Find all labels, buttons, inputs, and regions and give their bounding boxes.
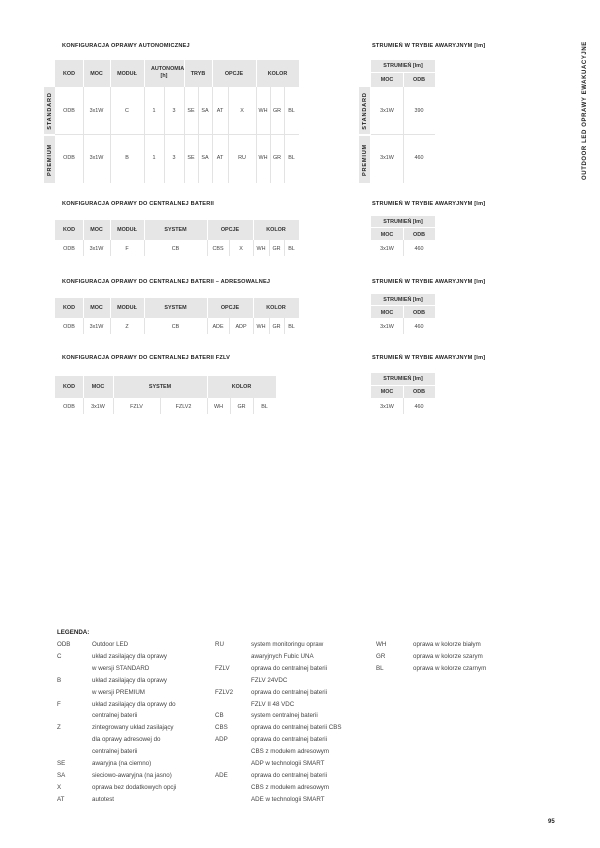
side-section-title: OUTDOOR LED OPRAWY EWAKUACYJNE <box>582 41 588 180</box>
legend-code: ODB <box>57 641 71 648</box>
legend-code: CBS <box>215 724 228 732</box>
legend-desc: układ zasilający dla oprawy <box>92 652 167 660</box>
cell-autonomous-r0-c1: 3x1W <box>89 108 104 114</box>
legend-desc: FZLV 24VDC <box>251 676 288 684</box>
body-divider <box>207 240 208 256</box>
lum-title-sec3: STRUMIEŃ W TRYBIE AWARYJNYM [lm] <box>372 279 486 285</box>
lum-col-odb-sec4: ODB <box>413 389 425 395</box>
lum-row-label-premium: PREMIUM <box>361 143 368 176</box>
legend-desc: układ zasilający dla oprawy <box>92 676 167 684</box>
body-divider <box>113 398 114 414</box>
row-label-premium: PREMIUM <box>46 143 53 176</box>
header-moc: MOC <box>90 71 103 77</box>
cell-sec4-c3: FZLV2 <box>175 404 192 410</box>
header-sec3-opcje: OPCJE <box>220 305 240 311</box>
cell-autonomous-r1-c11: BL <box>288 155 295 161</box>
cell-autonomous-r0-c8: X <box>240 108 244 114</box>
lum-row-divider <box>371 134 435 135</box>
cell-autonomous-r1-c3: 1 <box>152 155 156 161</box>
row-label-standard: STANDARD <box>46 91 53 130</box>
legend-desc: zintegrowany układ zasilający <box>92 724 174 732</box>
body-divider <box>110 318 111 334</box>
header-sec2-moc: MOC <box>90 227 103 233</box>
lum-col-odb-sec3: ODB <box>413 310 425 316</box>
body-divider <box>184 87 185 183</box>
body-divider <box>284 318 285 334</box>
cell-sec2-c2: F <box>125 246 129 252</box>
legend-desc: oprawa do centralnej baterii <box>251 736 328 744</box>
header-sec3-modul: MODUŁ <box>117 305 137 311</box>
cell-autonomous-r1-c10: GR <box>272 155 282 161</box>
cell-autonomous-r1-c6: SA <box>201 155 209 161</box>
cell-sec4-c5: GR <box>237 404 246 410</box>
legend-desc: CBS z modułem adresowym <box>251 748 330 756</box>
legend-desc: ADP w technologii SMART <box>251 760 325 767</box>
row-label-premium-box <box>44 136 55 183</box>
cell-autonomous-r1-c8: RU <box>238 155 246 161</box>
section-title-sec2: KONFIGURACJA OPRAWY DO CENTRALNEJ BATERII <box>62 201 214 207</box>
lum-cell-moc-sec4: 3x1W <box>380 404 394 410</box>
section-title-sec3: KONFIGURACJA OPRAWY DO CENTRALNEJ BATERII – ADRESOWALNEJ <box>62 279 271 285</box>
cell-sec4-c2: FZLV <box>130 404 143 410</box>
lum-body-divider <box>403 240 404 256</box>
cell-autonomous-r0-c2: C <box>125 108 129 114</box>
header-autonomia: AUTONOMIA [h] <box>151 66 185 79</box>
cell-autonomous-r0-c4: 3 <box>172 108 176 114</box>
cell-sec2-c3: CB <box>171 246 180 252</box>
legend-desc: oprawa do centralnej baterii CBS <box>251 724 342 732</box>
body-divider <box>144 318 145 334</box>
body-divider <box>83 398 84 414</box>
cell-sec2-c7: GR <box>272 246 281 252</box>
legend-code: ADE <box>215 771 228 779</box>
section-title-sec4: KONFIGURACJA OPRAWY DO CENTRALNEJ BATERII FZLV <box>62 355 231 361</box>
header-sec2-modul: MODUŁ <box>117 227 137 233</box>
lum-row-label-standard-box <box>359 87 370 134</box>
lum-col-odb-sec2: ODB <box>413 232 425 238</box>
header-sec3-kolor: KOLOR <box>266 305 286 311</box>
cell-autonomous-r0-c7: AT <box>216 108 224 114</box>
cell-autonomous-r0-c9: WH <box>258 108 268 114</box>
body-divider <box>207 398 208 414</box>
cell-autonomous-r1-c7: AT <box>216 155 224 161</box>
cell-sec2-c8: BL <box>288 246 295 252</box>
header-sec4-kolor: KOLOR <box>231 384 252 390</box>
cell-autonomous-r1-c4: 3 <box>172 155 176 161</box>
legend-code: SE <box>57 760 66 767</box>
legend-code: WH <box>376 641 387 648</box>
legend-title: LEGENDA: <box>57 629 90 636</box>
body-divider <box>269 318 270 334</box>
lum-head-sec4: STRUMIEŃ [lm] <box>383 376 423 382</box>
body-divider <box>83 240 84 256</box>
body-divider <box>198 87 199 183</box>
legend-code: B <box>57 676 62 684</box>
legend-desc: autotest <box>92 795 115 803</box>
cell-sec2-c6: WH <box>256 246 266 252</box>
legend-desc: awaryjnych Fubic UNA <box>251 652 314 660</box>
lum-col-moc: MOC <box>380 77 394 83</box>
legend-desc: centralnej baterii <box>92 712 138 720</box>
lum-header-divider <box>403 73 404 87</box>
header-sec2-kod: KOD <box>63 227 75 233</box>
lum-cell-r1-moc: 3x1W <box>380 155 394 161</box>
legend-desc: system monitoringu opraw <box>251 641 324 648</box>
lum-header-divider <box>403 306 404 318</box>
header-sec4-kod: KOD <box>63 384 75 390</box>
lum-header-divider <box>403 386 404 398</box>
cell-sec4-c0: ODB <box>63 404 75 410</box>
lum-header-divider <box>403 228 404 240</box>
header-sec2-opcje: OPCJE <box>220 227 240 233</box>
legend-desc: oprawa w kolorze białym <box>413 641 481 648</box>
lum-cell-odb-sec2: 460 <box>414 246 424 252</box>
legend-desc: oprawa do centralnej baterii <box>251 664 328 672</box>
legend-code: SA <box>57 771 66 779</box>
lum-cell-moc-sec2: 3x1W <box>380 246 394 252</box>
body-divider <box>110 240 111 256</box>
cell-sec3-c6: WH <box>256 324 266 330</box>
legend-desc: CBS z modułem adresowym <box>251 783 330 791</box>
legend-code: BL <box>376 664 384 672</box>
lum-col-moc-sec4: MOC <box>380 389 394 395</box>
legend-desc: ADE w technologii SMART <box>251 795 325 803</box>
lum-body-divider <box>403 87 404 183</box>
cell-autonomous-r0-c10: GR <box>272 108 282 114</box>
cell-autonomous-r1-c2: B <box>125 155 129 161</box>
lum-head-sec2: STRUMIEŃ [lm] <box>383 219 423 225</box>
cell-sec3-c8: BL <box>288 324 295 330</box>
header-opcje: OPCJE <box>224 71 244 77</box>
legend-code: C <box>57 652 62 660</box>
cell-autonomous-r0-c0: ODB <box>63 108 75 114</box>
lum-body-divider <box>403 398 404 414</box>
header-kolor: KOLOR <box>267 71 288 77</box>
cell-sec3-c1: 3x1W <box>89 324 104 330</box>
body-divider <box>110 87 111 183</box>
cell-sec3-c2: Z <box>125 324 129 330</box>
lum-cell-r0-odb: 390 <box>414 108 424 114</box>
cell-sec3-c4: ADE <box>212 324 224 330</box>
header-sec4-moc: MOC <box>91 384 105 390</box>
legend-desc: FZLV II 48 VDC <box>251 700 295 708</box>
legend-desc: układ zasilający dla oprawy do <box>92 700 176 708</box>
body-divider <box>270 87 271 183</box>
cell-autonomous-r0-c3: 1 <box>152 108 156 114</box>
legend-desc: centralnej baterii <box>92 748 138 756</box>
legend-code: Z <box>57 724 61 732</box>
lum-cell-r0-moc: 3x1W <box>380 108 394 114</box>
lum-row-label-premium-box <box>359 136 370 183</box>
legend-code: ADP <box>215 736 228 744</box>
body-divider <box>253 318 254 334</box>
header-sec3-system: SYSTEM <box>164 305 187 311</box>
cell-autonomous-r1-c1: 3x1W <box>89 155 104 161</box>
lum-col-moc-sec2: MOC <box>380 232 394 238</box>
header-kod: KOD <box>63 71 75 77</box>
legend-desc: w wersji STANDARD <box>92 664 150 672</box>
cell-sec4-c1: 3x1W <box>91 404 105 410</box>
legend-code: X <box>57 783 62 791</box>
lum-title-sec2: STRUMIEŃ W TRYBIE AWARYJNYM [lm] <box>372 201 486 207</box>
legend-desc: Outdoor LED <box>92 641 129 648</box>
body-divider <box>160 398 161 414</box>
legend-code: AT <box>57 795 65 803</box>
lum-cell-r1-odb: 460 <box>414 155 424 161</box>
body-divider <box>229 240 230 256</box>
lum-cell-odb-sec4: 460 <box>414 404 424 410</box>
body-divider <box>228 87 229 183</box>
lum-cell-moc-sec3: 3x1W <box>380 324 394 330</box>
body-divider <box>164 87 165 183</box>
legend-desc: oprawa bez dodatkowych opcji <box>92 783 177 791</box>
legend-code: RU <box>215 641 224 648</box>
header-sec4-system: SYSTEM <box>148 384 172 390</box>
body-divider <box>83 318 84 334</box>
row-label-standard-box <box>44 87 55 134</box>
cell-sec2-c1: 3x1W <box>89 246 104 252</box>
body-divider <box>284 240 285 256</box>
header-sec2-system: SYSTEM <box>164 227 187 233</box>
lum-title-sec4: STRUMIEŃ W TRYBIE AWARYJNYM [lm] <box>372 355 486 361</box>
body-divider <box>284 87 285 183</box>
row-divider <box>55 134 299 135</box>
lum-row-label-standard: STANDARD <box>361 91 368 130</box>
header-modul: MODUŁ <box>117 71 137 77</box>
body-divider <box>230 398 231 414</box>
header-sec3-kod: KOD <box>63 305 75 311</box>
header-sec3-moc: MOC <box>90 305 103 311</box>
lum-body-divider <box>403 318 404 334</box>
cell-sec2-c0: ODB <box>63 246 75 252</box>
legend-desc: oprawa do centralnej baterii <box>251 688 328 696</box>
legend-code: GR <box>376 652 386 660</box>
header-sec2-kolor: KOLOR <box>266 227 286 233</box>
body-divider <box>229 318 230 334</box>
cell-sec3-c3: CB <box>171 324 180 330</box>
cell-autonomous-r0-c6: SA <box>201 108 209 114</box>
legend-code: FZLV2 <box>215 688 234 696</box>
body-divider <box>83 87 84 183</box>
body-divider <box>269 240 270 256</box>
cell-sec2-c5: X <box>239 246 243 252</box>
lum-col-odb: ODB <box>413 77 425 83</box>
lum-head-sec3: STRUMIEŃ [lm] <box>383 297 423 303</box>
lum-title-autonomous: STRUMIEŃ W TRYBIE AWARYJNYM [lm] <box>372 43 486 49</box>
cell-sec4-c4: WH <box>214 404 223 410</box>
section-title-autonomous: KONFIGURACJA OPRAWY AUTONOMICZNEJ <box>62 43 190 49</box>
cell-autonomous-r1-c5: SE <box>187 155 195 161</box>
body-divider <box>144 240 145 256</box>
cell-autonomous-r0-c5: SE <box>187 108 195 114</box>
legend-desc: awaryjna (na ciemno) <box>92 760 152 767</box>
body-divider <box>207 318 208 334</box>
legend-code: F <box>57 700 61 708</box>
legend-desc: oprawa w kolorze szarym <box>413 652 483 660</box>
cell-sec3-c0: ODB <box>63 324 75 330</box>
lum-col-moc-sec3: MOC <box>380 310 394 316</box>
cell-sec3-c5: ADP <box>235 324 247 330</box>
legend-desc: w wersji PREMIUM <box>92 688 145 696</box>
legend-desc: system centralnej baterii <box>251 712 318 720</box>
body-divider <box>253 240 254 256</box>
legend-code: FZLV <box>215 664 230 672</box>
cell-sec3-c7: GR <box>272 324 281 330</box>
legend-desc: oprawa do centralnej baterii <box>251 771 328 779</box>
legend-code: CB <box>215 712 224 720</box>
header-tryb: TRYB <box>190 71 206 77</box>
lum-head-autonomous: STRUMIEŃ [lm] <box>383 63 423 69</box>
legend-desc: sieciowo-awaryjna (na jasno) <box>92 771 172 779</box>
cell-autonomous-r1-c9: WH <box>258 155 268 161</box>
legend-desc: oprawa w kolorze czarnym <box>413 664 487 672</box>
body-divider <box>256 87 257 183</box>
body-divider <box>144 87 145 183</box>
lum-cell-odb-sec3: 460 <box>414 324 424 330</box>
cell-autonomous-r0-c11: BL <box>288 108 295 114</box>
cell-sec2-c4: CBS <box>212 246 224 252</box>
body-divider <box>253 398 254 414</box>
body-divider <box>212 87 213 183</box>
page-number: 95 <box>548 819 555 825</box>
legend-desc: dla oprawy adresowej do <box>92 736 161 744</box>
header-divider <box>144 60 145 87</box>
cell-autonomous-r1-c0: ODB <box>63 155 75 161</box>
cell-sec4-c6: BL <box>261 404 268 410</box>
